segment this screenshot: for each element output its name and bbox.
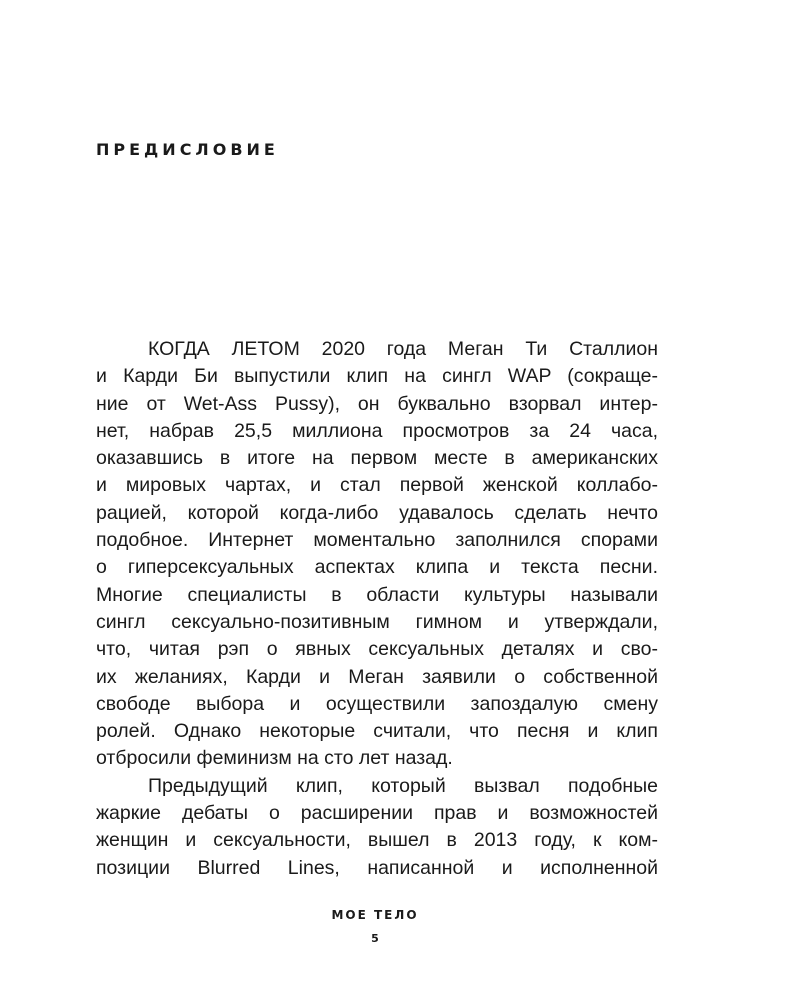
text-line: КОГДА ЛЕТОМ 2020 года Меган Ти Сталлион — [148, 338, 658, 360]
body-text — [96, 336, 658, 882]
chapter-title: ПРЕДИСЛОВИЕ — [96, 140, 279, 159]
text-line: подобное. Интернет моментально заполнился спорами — [96, 529, 658, 552]
text-line: позиции Blurred Lines, написанной и исполненной — [96, 856, 658, 879]
text-line: их желаниях, Карди и Меган заявили о собственной — [96, 665, 658, 688]
text-line: Многие специалисты в области культуры называли — [96, 583, 658, 606]
text-line: отбросили феминизм на сто лет назад. — [96, 747, 453, 770]
page-number: 5 — [371, 932, 379, 945]
text-line: жаркие дебаты о расширении прав и возможностей — [96, 802, 658, 825]
text-line: Предыдущий клип, который вызвал подобные — [148, 774, 658, 797]
text-line: что, читая рэп о явных сексуальных деталях и сво- — [96, 638, 658, 661]
text-line: нет, набрав 25,5 миллиона просмотров за 24 часа, — [96, 419, 658, 442]
text-line: ролей. Однако некоторые считали, что песня и клип — [96, 720, 658, 743]
text-line: женщин и сексуальности, вышел в 2013 году, к ком- — [96, 829, 658, 852]
text-line: сингл сексуально-позитивным гимном и утверждали, — [96, 610, 658, 633]
text-line: ние от Wet-Ass Pussy), он буквально взорвал интер- — [96, 392, 658, 415]
running-title: МОЕ ТЕЛО — [331, 908, 419, 922]
text-line: свободе выбора и осуществили запоздалую смену — [96, 692, 658, 715]
text-line: и мировых чартах, и стал первой женской коллабо- — [96, 474, 658, 497]
text-line: оказавшись в итоге на первом месте в американских — [96, 447, 658, 470]
text-line: о гиперсексуальных аспектах клипа и текста песни. — [96, 556, 658, 579]
text-line: рацией, которой когда-либо удавалось сделать нечто — [96, 501, 658, 524]
text-line: и Карди Би выпустили клип на сингл WAP (сокраще- — [96, 365, 658, 388]
